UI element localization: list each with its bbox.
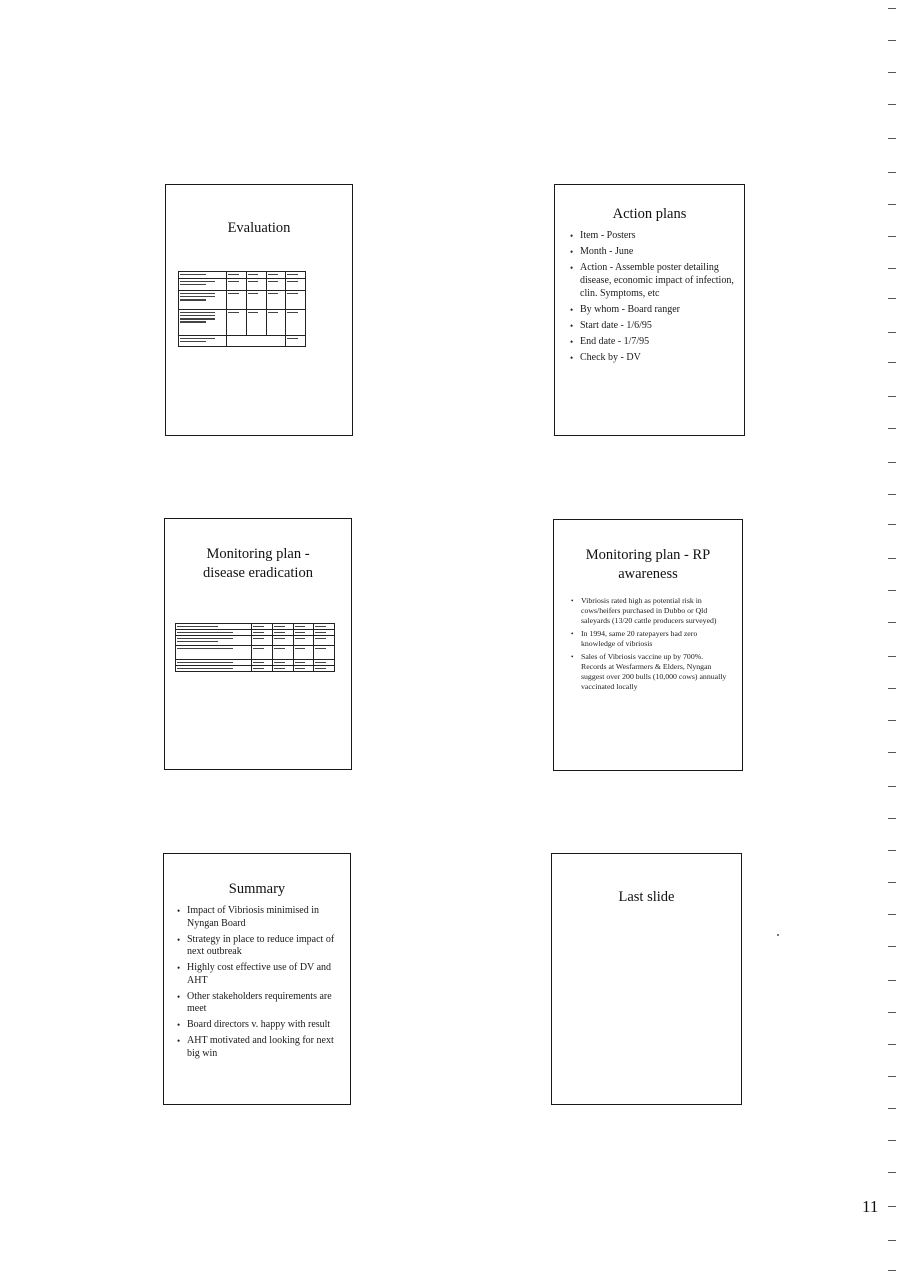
slide-title: Last slide <box>618 889 675 905</box>
list-item: • Board directors v. happy with result <box>176 1019 338 1032</box>
slide-monitoring-eradication <box>164 518 352 770</box>
list-item: • Sales of Vibriosis vaccine up by 700%. Records at Wesfarmers & Elders, Nyngan suggest over 200 bulls (10,000 cows) annually vaccinated locally <box>570 652 728 692</box>
list-item: • Month - June <box>569 246 734 259</box>
slide-monitoring-rp-awareness <box>553 519 743 771</box>
list-item: • By whom - Board ranger <box>569 304 734 317</box>
page-number: 11 <box>862 1197 879 1216</box>
list-item: • Vibriosis rated high as potential risk in cows/heifers purchased in Dubbo or Qld saleyards (13/20 cattle producers surveyed) <box>570 596 728 626</box>
list-item: • Other stakeholders requirements are meet <box>176 991 338 1016</box>
list-item: • End date - 1/7/95 <box>569 336 734 349</box>
list-item: • Strategy in place to reduce impact of next outbreak <box>176 934 338 959</box>
list-item: • Start date - 1/6/95 <box>569 320 734 333</box>
slide-evaluation <box>165 184 353 436</box>
monitoring-mini-table <box>175 623 335 672</box>
list-item: • In 1994, same 20 ratepayers had zero knowledge of vibriosis <box>570 629 728 649</box>
list-item: • AHT motivated and looking for next big win <box>176 1035 338 1060</box>
slide-title: Summary <box>228 881 286 897</box>
slide-title: Monitoring plan - disease eradication <box>203 546 313 581</box>
scan-dot <box>777 934 779 936</box>
list-item: • Item - Posters <box>569 230 734 243</box>
summary-list <box>176 905 338 1060</box>
list-item: • Highly cost effective use of DV and AHT <box>176 962 338 987</box>
slide-summary <box>163 853 351 1105</box>
evaluation-mini-table <box>178 271 306 347</box>
slide-action-plans <box>554 184 745 436</box>
scan-margin-marks <box>884 0 900 1279</box>
list-item: • Check by - DV <box>569 352 734 365</box>
list-item: • Action - Assemble poster detailing disease, economic impact of infection, clin. Symptoms, etc <box>569 262 734 300</box>
rp-awareness-list <box>570 596 728 692</box>
list-item: • Impact of Vibriosis minimised in Nyngan Board <box>176 905 338 930</box>
action-plans-list <box>569 230 734 365</box>
slide-title: Monitoring plan - RP awareness <box>585 547 711 582</box>
slide-last <box>551 853 742 1105</box>
slide-title: Evaluation <box>227 220 291 236</box>
slide-title: Action plans <box>612 206 687 222</box>
